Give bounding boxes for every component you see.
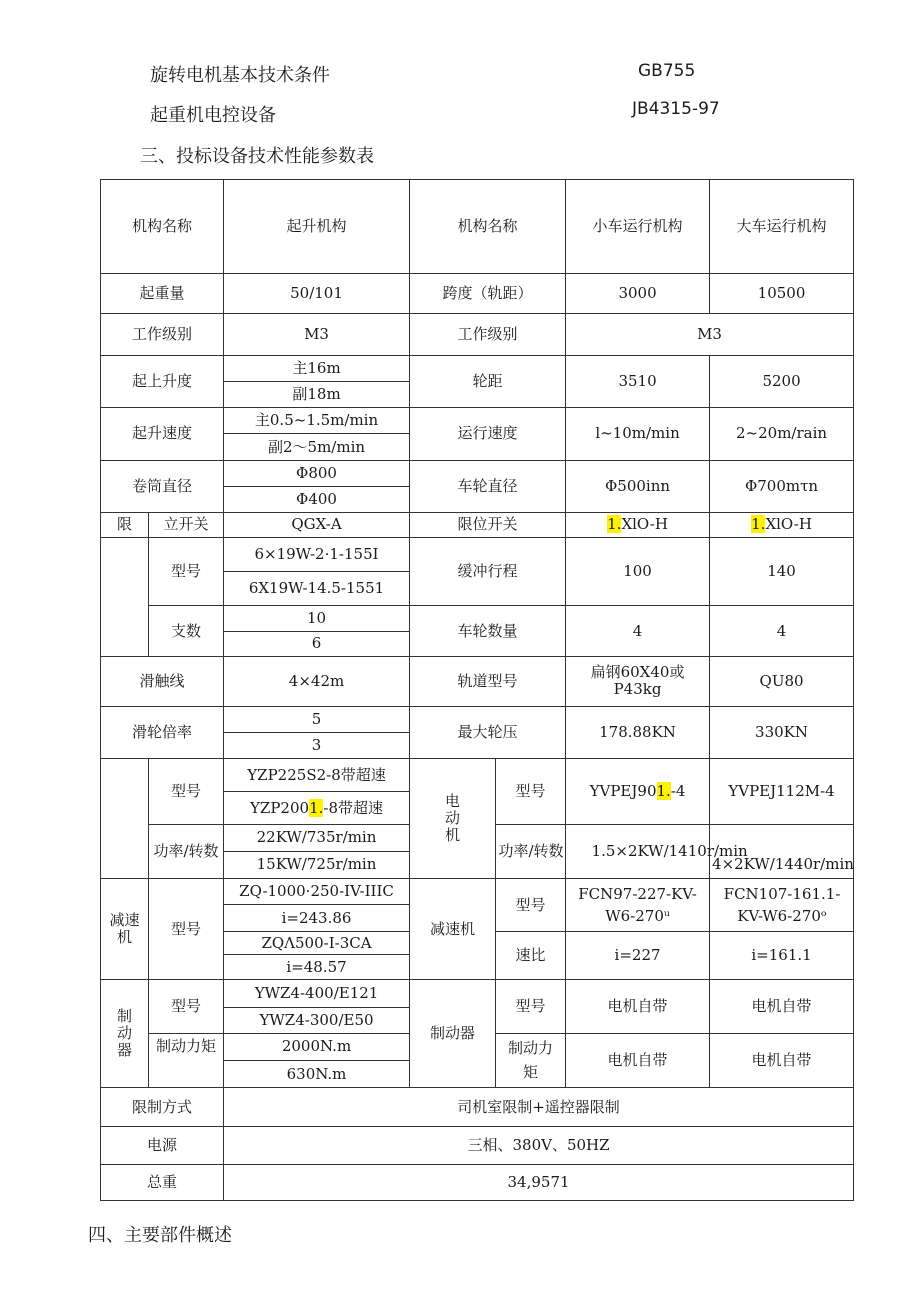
row-label	[496, 824, 566, 878]
row-label: 型号	[149, 759, 224, 824]
row-label: 支数	[149, 606, 224, 656]
table-row	[101, 759, 854, 792]
table-cell: M3	[566, 313, 854, 355]
row-group-blank	[101, 538, 149, 657]
highlight-mark: 1.	[751, 515, 766, 534]
table-cell: M3	[224, 313, 410, 355]
highlight-mark: 1.	[656, 781, 671, 800]
table-row	[101, 460, 854, 486]
table-row	[101, 878, 854, 904]
row-label: 限位开关	[410, 512, 566, 537]
row-label: 最大轮压	[410, 706, 566, 758]
row-label: 车轮直径	[410, 460, 566, 512]
table-cell: 330KN	[710, 706, 854, 758]
table-cell-text: XlO-H	[765, 515, 812, 534]
row-label: 速比	[496, 932, 566, 980]
table-cell: 电机自带	[710, 1033, 854, 1087]
row-label: 滑轮倍率	[101, 706, 224, 758]
table-cell: ZQ-1000·250-IV-IIIC	[224, 878, 410, 904]
table-cell: i=161.1	[710, 932, 854, 980]
table-cell: 15KW/725r/min	[224, 851, 410, 878]
section-4-title: 四、主要部件概述	[88, 1225, 232, 1246]
bridge-reducer-text: FCN107-161.1-KV-W6-270ᵒ	[723, 885, 841, 926]
table-cell: 5	[224, 706, 410, 732]
row-label: 限制方式	[101, 1088, 224, 1127]
standard-name-1: 旋转电机基本技术条件	[150, 65, 330, 86]
table-cell: Φ400	[224, 486, 410, 512]
header-cell: 起升机构	[224, 180, 410, 274]
table-cell: 178.88KN	[566, 706, 710, 758]
table-cell: 10	[224, 606, 410, 631]
row-label: 型号	[496, 878, 566, 931]
row-label: 车轮数量	[410, 606, 566, 656]
table-cell: i=243.86	[224, 905, 410, 932]
section-3-title: 三、投标设备技术性能参数表	[140, 146, 374, 167]
row-label: 制动力矩	[149, 1033, 224, 1087]
header-cell: 机构名称	[410, 180, 566, 274]
table-cell: i=227	[566, 932, 710, 980]
group-label-text: 减速机	[109, 911, 140, 947]
header-cell: 小车运行机构	[566, 180, 710, 274]
table-cell: QU80	[710, 656, 854, 706]
row-label: 总重	[101, 1164, 224, 1201]
row-label: 立开关	[149, 512, 224, 537]
trolley-power-text: 1.5×2KW/1410r/min	[591, 842, 748, 861]
table-cell: 电机自带	[566, 1033, 710, 1087]
table-cell	[566, 759, 710, 824]
table-cell: 4	[566, 606, 710, 656]
table-cell-text: YVPEJ90	[589, 781, 657, 800]
row-label: 滑触线	[101, 656, 224, 706]
table-cell: 6X19W-14.5-1551	[224, 572, 410, 606]
table-cell: 50/101	[224, 273, 410, 313]
table-cell: 电机自带	[566, 980, 710, 1033]
row-label: 轮距	[410, 356, 566, 408]
table-cell: 2000N.m	[224, 1033, 410, 1060]
torque-label-text: 制动力矩	[508, 1039, 554, 1082]
table-cell: 6×19W-2·1-155I	[224, 538, 410, 572]
header-cell: 机构名称	[101, 180, 224, 274]
standard-code-1: GB755	[638, 61, 696, 81]
power-label-text: 功率/转数	[498, 842, 564, 861]
group-label	[101, 980, 149, 1088]
table-cell: 3510	[566, 356, 710, 408]
table-cell	[566, 824, 748, 878]
table-cell	[566, 878, 710, 931]
row-label: 型号	[149, 878, 224, 980]
group-label	[410, 759, 496, 879]
table-cell: YWZ4-300/E50	[224, 1007, 410, 1033]
row-label: 卷筒直径	[101, 460, 224, 512]
group-label-text: 制动器	[116, 1007, 132, 1060]
table-cell: 电机自带	[710, 980, 854, 1033]
table-cell: YZP225S2-8带超速	[224, 759, 410, 792]
row-label: 跨度（轨距）	[410, 273, 566, 313]
table-cell: 140	[710, 538, 854, 606]
standard-name-2: 起重机电控设备	[150, 105, 276, 126]
table-row	[101, 273, 854, 313]
table-cell: 3	[224, 733, 410, 759]
table-cell	[224, 792, 410, 824]
row-label: 限	[101, 512, 149, 537]
table-cell: 副2～5m/min	[224, 434, 410, 460]
table-cell: 4×42m	[224, 656, 410, 706]
standard-code-2: JB4315-97	[632, 99, 720, 119]
group-label: 制动器	[410, 980, 496, 1088]
row-label	[149, 824, 224, 878]
row-label: 工作级别	[410, 313, 566, 355]
table-cell: 10500	[710, 273, 854, 313]
row-label: 型号	[149, 538, 224, 606]
table-cell	[566, 656, 710, 706]
table-cell: 5200	[710, 356, 854, 408]
group-label: 减速机	[410, 878, 496, 980]
table-cell: 4	[710, 606, 854, 656]
table-cell: i=48.57	[224, 955, 410, 980]
table-cell: ZQΛ500-I-3CA	[224, 932, 410, 955]
table-row	[101, 706, 854, 732]
table-cell	[710, 512, 854, 537]
table-cell: 6	[224, 631, 410, 656]
table-cell: 主0.5~1.5m/min	[224, 408, 410, 434]
table-row	[101, 1127, 854, 1164]
table-cell: Φ800	[224, 460, 410, 486]
table-cell: 22KW/735r/min	[224, 824, 410, 851]
table-cell: 3000	[566, 273, 710, 313]
table-row	[101, 512, 854, 537]
row-label: 电源	[101, 1127, 224, 1164]
row-label	[496, 1033, 566, 1087]
group-label-text: 电动机	[445, 792, 461, 845]
row-label: 工作级别	[101, 313, 224, 355]
table-cell: 司机室限制+遥控器限制	[224, 1088, 854, 1127]
table-row	[101, 408, 854, 434]
table-cell: 主16m	[224, 356, 410, 382]
table-cell-text: -4	[670, 781, 686, 800]
row-label: 起重量	[101, 273, 224, 313]
table-cell: YVPEJ112M-4	[710, 759, 854, 824]
table-row	[101, 356, 854, 382]
table-row	[101, 538, 854, 572]
highlight-mark: 1.	[607, 515, 622, 534]
table-cell: QGX-A	[224, 512, 410, 537]
table-cell	[710, 878, 854, 931]
power-label-text: 功率/转数	[153, 842, 219, 861]
table-cell: 2~20m/rain	[710, 408, 854, 460]
table-cell: YWZ4-400/E121	[224, 980, 410, 1007]
table-cell: Φ700mτn	[710, 460, 854, 512]
spec-table	[100, 179, 854, 1201]
table-cell: 副18m	[224, 382, 410, 408]
table-cell: 4×2KW/1440r/min	[710, 824, 854, 878]
table-cell-text: YZP200	[250, 798, 310, 817]
row-group-blank	[101, 759, 149, 879]
rail-type-text: 扁钢60X40或P43kg	[590, 663, 685, 699]
row-label: 型号	[496, 980, 566, 1033]
row-label: 运行速度	[410, 408, 566, 460]
table-row	[101, 980, 854, 1007]
row-label: 型号	[496, 759, 566, 824]
row-label: 起升速度	[101, 408, 224, 460]
table-cell: l~10m/min	[566, 408, 710, 460]
group-label	[101, 878, 149, 980]
table-cell: 630N.m	[224, 1060, 410, 1087]
row-label: 轨道型号	[410, 656, 566, 706]
row-label: 起上升度	[101, 356, 224, 408]
table-cell	[566, 512, 710, 537]
table-cell: Φ500inn	[566, 460, 710, 512]
row-label: 型号	[149, 980, 224, 1033]
table-cell: 100	[566, 538, 710, 606]
header-cell: 大车运行机构	[710, 180, 854, 274]
table-row	[101, 656, 854, 706]
table-cell-text: XlO-H	[621, 515, 668, 534]
table-cell: 34,9571	[224, 1164, 854, 1201]
table-cell: 三相、380V、50HZ	[224, 1127, 854, 1164]
row-label: 缓冲行程	[410, 538, 566, 606]
table-header-row	[101, 180, 854, 274]
table-row	[101, 1088, 854, 1127]
highlight-mark: 1.	[309, 798, 324, 817]
table-row	[101, 313, 854, 355]
table-row	[101, 1164, 854, 1201]
table-row	[101, 606, 854, 631]
table-cell-text: -8带超速	[323, 798, 384, 817]
trolley-reducer-text: FCN97-227-KV-W6-270ᵘ	[578, 885, 697, 926]
